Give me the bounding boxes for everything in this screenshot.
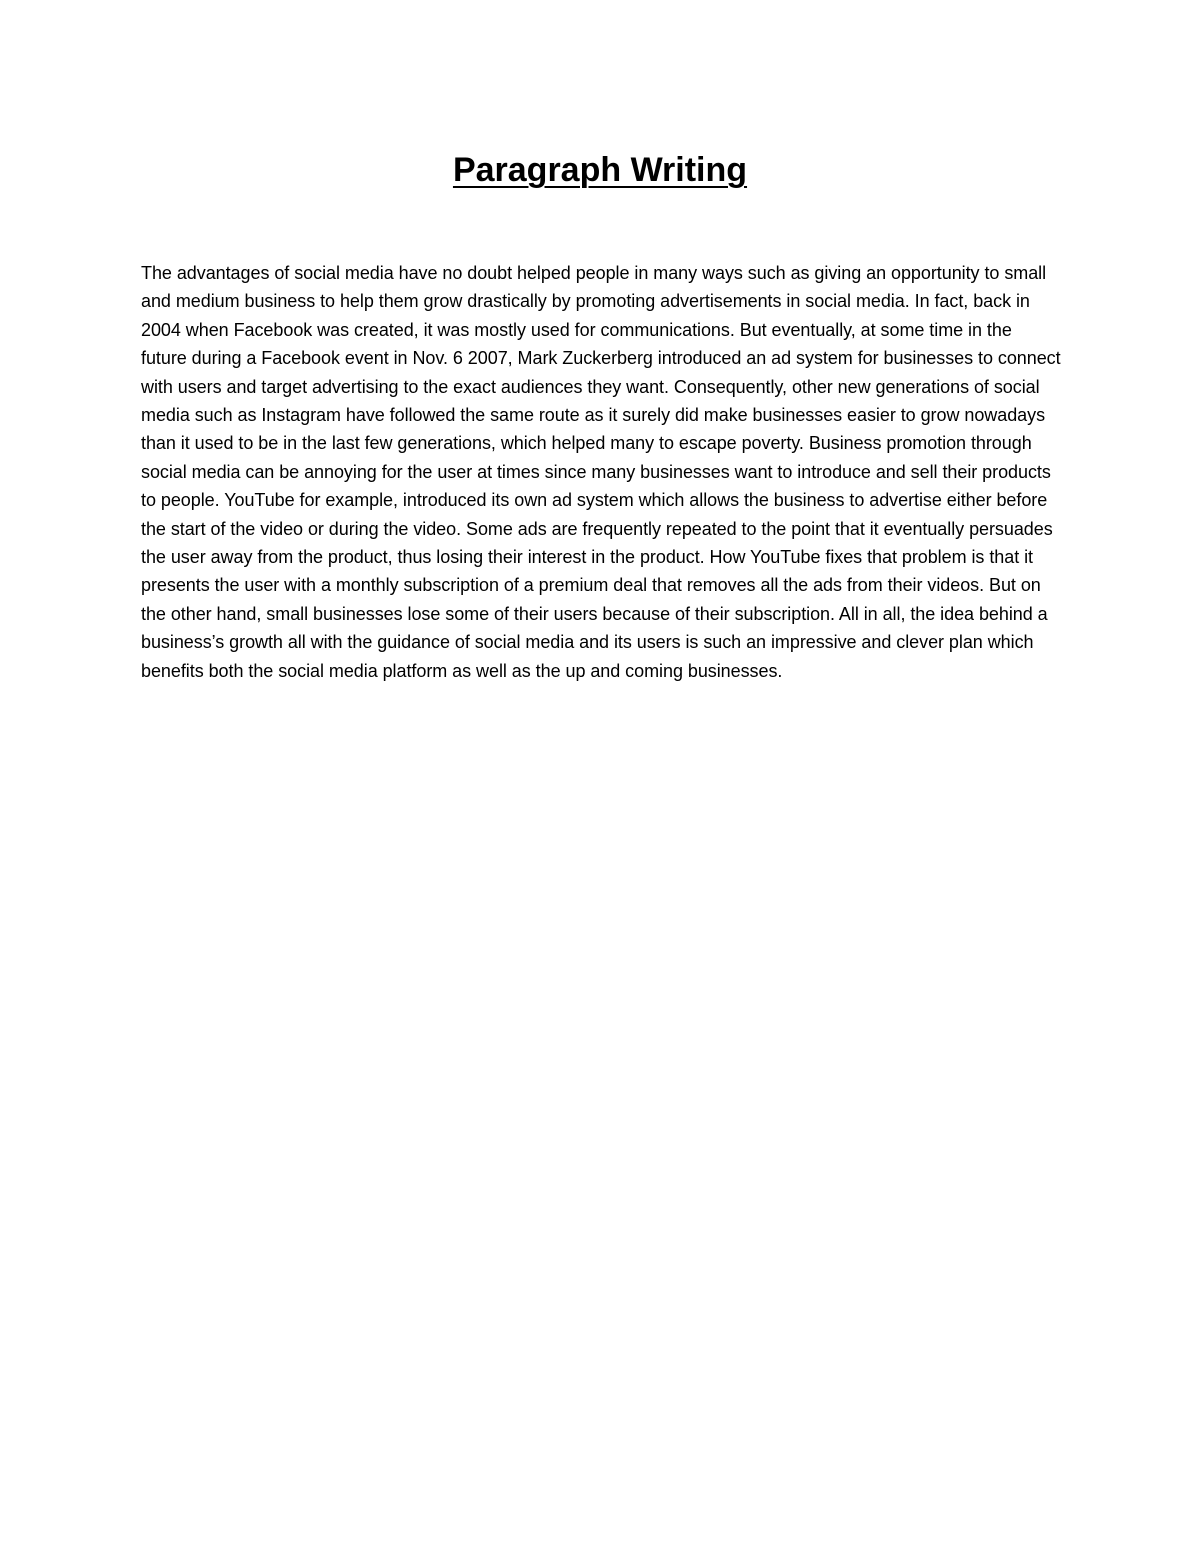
document-title-text: Paragraph Writing	[452, 151, 748, 189]
document-title	[0, 146, 1200, 194]
document-paragraph: The advantages of social media have no doubt helped people in many ways such as giving an opportunity to small and medium business to help them grow drastically by promoting advertisements in social media. In fact, back in 2004 when Facebook was created, it was mostly used for communications. But eventually, at some time in the future during a Facebook event in Nov. 6 2007, Mark Zuckerberg introduced an ad system for businesses to connect with users and target advertising to the exact audiences they want. Consequently, other new generations of social media such as Instagram have followed the same route as it surely did make businesses easier to grow nowadays than it used to be in the last few generations, which helped many to escape poverty. Business promotion through social media can be annoying for the user at times since many businesses want to introduce and sell their products to people. YouTube for example, introduced its own ad system which allows the business to advertise either before the start of the video or during the video. Some ads are frequently repeated to the point that it eventually persuades the user away from the product, thus losing their interest in the product. How YouTube fixes that problem is that it presents the user with a monthly subscription of a premium deal that removes all the ads from their videos. But on the other hand, small businesses lose some of their users because of their subscription. All in all, the idea behind a business’s growth all with the guidance of social media and its users is such an impressive and clever plan which benefits both the social media platform as well as the up and coming businesses.	[141, 263, 1061, 681]
